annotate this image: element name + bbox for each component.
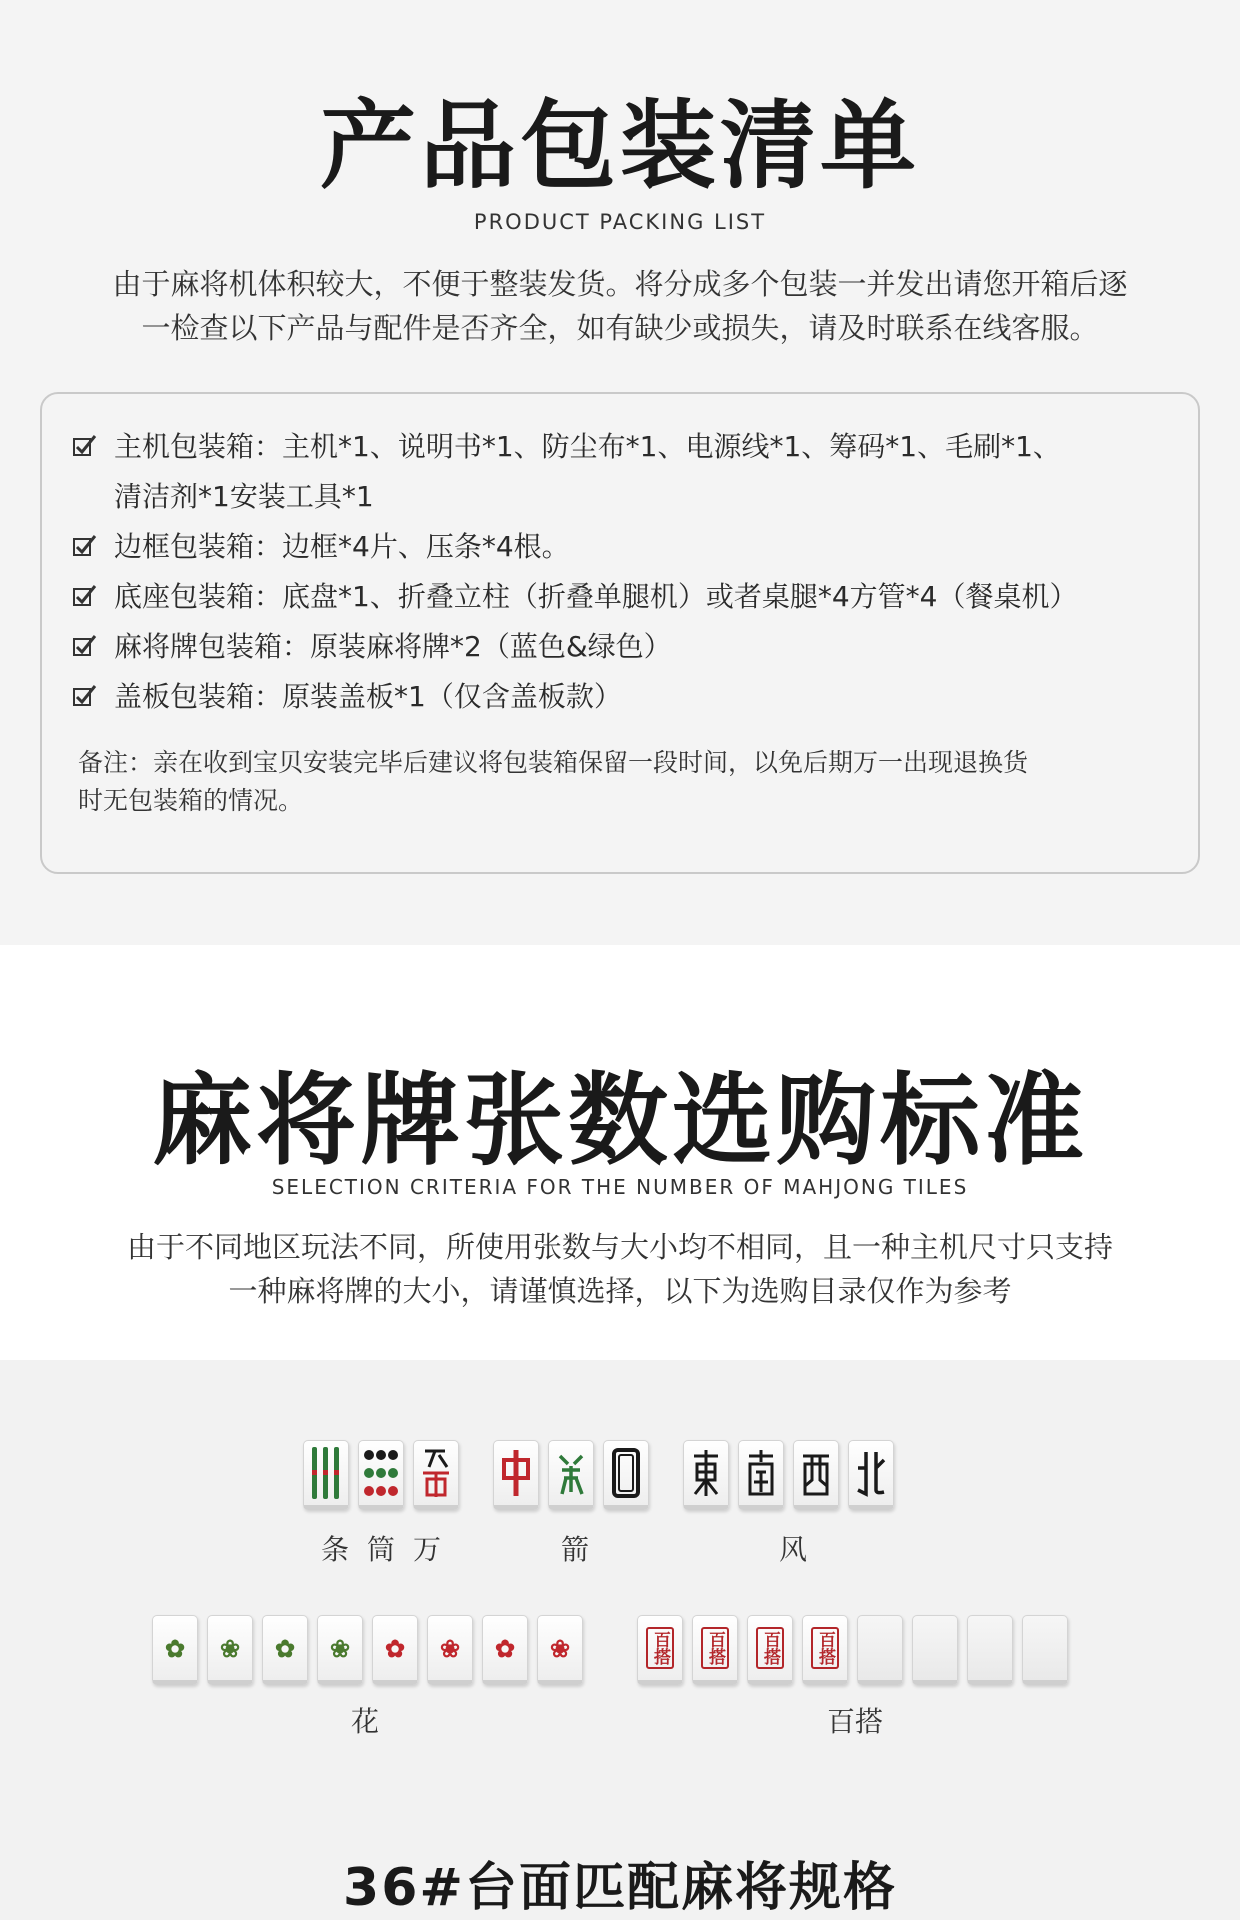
flower-tile [262,1615,308,1685]
east-wind-icon [689,1446,723,1500]
flower-tile [482,1615,528,1685]
baida-icon: 百搭 [646,1627,674,1669]
suits-label: 条筒万 [320,1533,459,1566]
note-line: 备注：亲在收到宝贝安装完毕后建议将包装箱保留一段时间，以免后期万一出现退换货 [78,748,1029,777]
flower-icon: ✿ [164,1633,186,1663]
checkmark-icon [72,533,98,559]
circle-tile-icon [362,1445,400,1501]
baida-icon: 百搭 [756,1627,784,1669]
red-dragon-icon [499,1446,533,1500]
flower-icon: ✿ [494,1633,516,1663]
list-item-text [114,672,1174,722]
list-item-line: 边框包装箱：边框*4片、压条*4根。 [114,530,570,563]
selection-criteria-title: 麻将牌张数选购标准 [152,1062,1088,1179]
baida-icon: 百搭 [701,1627,729,1669]
list-item-line: 清洁剂*1安装工具*1 [114,480,374,513]
list-item-text [114,522,1174,572]
flower-icon: ❀ [549,1633,571,1663]
list-item-line: 麻将牌包装箱：原装麻将牌*2（蓝色&绿色） [114,630,672,663]
green-dragon-icon [554,1446,588,1500]
list-item-line: 底座包装箱：底盘*1、折叠立柱（折叠单腿机）或者桌腿*4方管*4（餐桌机） [114,580,1078,613]
flower-tile [427,1615,473,1685]
blank-tile [967,1615,1013,1685]
intro-line: 由于不同地区玩法不同，所使用张数与大小均不相同，且一种主机尺寸只支持 [126,1230,1113,1264]
flowers-label: 花 [350,1705,379,1738]
flower-tile [537,1615,583,1685]
flower-tile [152,1615,198,1685]
green-dragon-tile [548,1440,594,1510]
east-wind-tile [683,1440,729,1510]
blank-tile [857,1615,903,1685]
list-item-text [114,572,1174,622]
flower-icon: ❀ [219,1633,241,1663]
tile-catalog-section [0,1360,1240,1920]
blank-tile [912,1615,958,1685]
checkmark-icon [72,683,98,709]
list-item-line: 主机包装箱：主机*1、说明书*1、防尘布*1、电源线*1、筹码*1、毛刷*1、 [114,430,1061,463]
baida-label: 百搭 [826,1705,883,1738]
south-wind-icon [744,1446,778,1500]
checkmark-icon [72,583,98,609]
flower-icon: ❀ [439,1633,461,1663]
checkmark-icon [72,633,98,659]
circle-tile [358,1440,404,1510]
flower-icon: ✿ [274,1633,296,1663]
blank-tile [1022,1615,1068,1685]
baida-tile [802,1615,848,1685]
baida-tile [637,1615,683,1685]
red-dragon-tile [493,1440,539,1510]
bamboo-tile-icon [309,1445,343,1501]
baida-icon: 百搭 [811,1627,839,1669]
west-wind-icon [799,1446,833,1500]
intro-line: 一种麻将牌的大小，请谨慎选择，以下为选购目录仅作为参考 [228,1274,1012,1308]
packing-list-title: 产品包装清单 [320,90,920,202]
character-tile-icon [417,1445,455,1501]
list-item-line: 盖板包装箱：原装盖板*1（仅含盖板款） [114,680,622,713]
list-item-text [114,422,1174,522]
checkmark-icon [72,433,98,459]
north-wind-tile [848,1440,894,1510]
white-dragon-tile [603,1440,649,1510]
north-wind-icon [854,1446,888,1500]
baida-tile [692,1615,738,1685]
character-tile [413,1440,459,1510]
selection-criteria-subtitle: SELECTION CRITERIA FOR THE NUMBER OF MAHJONG TILES [271,1175,969,1199]
selection-criteria-section [0,945,1240,1360]
table-spec-title: 36#台面匹配麻将规格 [343,1858,897,1918]
packing-note [78,744,1168,820]
list-item-text [114,622,1174,672]
list-item [72,422,1182,522]
note-line: 时无包装箱的情况。 [78,786,304,815]
winds-label: 风 [778,1533,807,1566]
flower-icon: ❀ [329,1633,351,1663]
dragons-label: 箭 [560,1533,589,1566]
bamboo-tile [303,1440,349,1510]
flower-tile [372,1615,418,1685]
intro-line: 由于麻将机体积较大，不便于整装发货。将分成多个包装一并发出请您开箱后逐 [112,267,1128,301]
white-dragon-icon [610,1446,642,1500]
intro-line: 一检查以下产品与配件是否齐全，如有缺少或损失，请及时联系在线客服。 [141,311,1099,345]
packing-list-box [40,392,1200,874]
west-wind-tile [793,1440,839,1510]
baida-tile [747,1615,793,1685]
packing-list-intro [70,262,1170,350]
flower-icon: ✿ [384,1633,406,1663]
selection-criteria-intro [70,1225,1170,1313]
packing-list-subtitle: PRODUCT PACKING LIST [473,210,767,234]
flower-tile [207,1615,253,1685]
flower-tile [317,1615,363,1685]
south-wind-tile [738,1440,784,1510]
packing-list-section [0,0,1240,945]
